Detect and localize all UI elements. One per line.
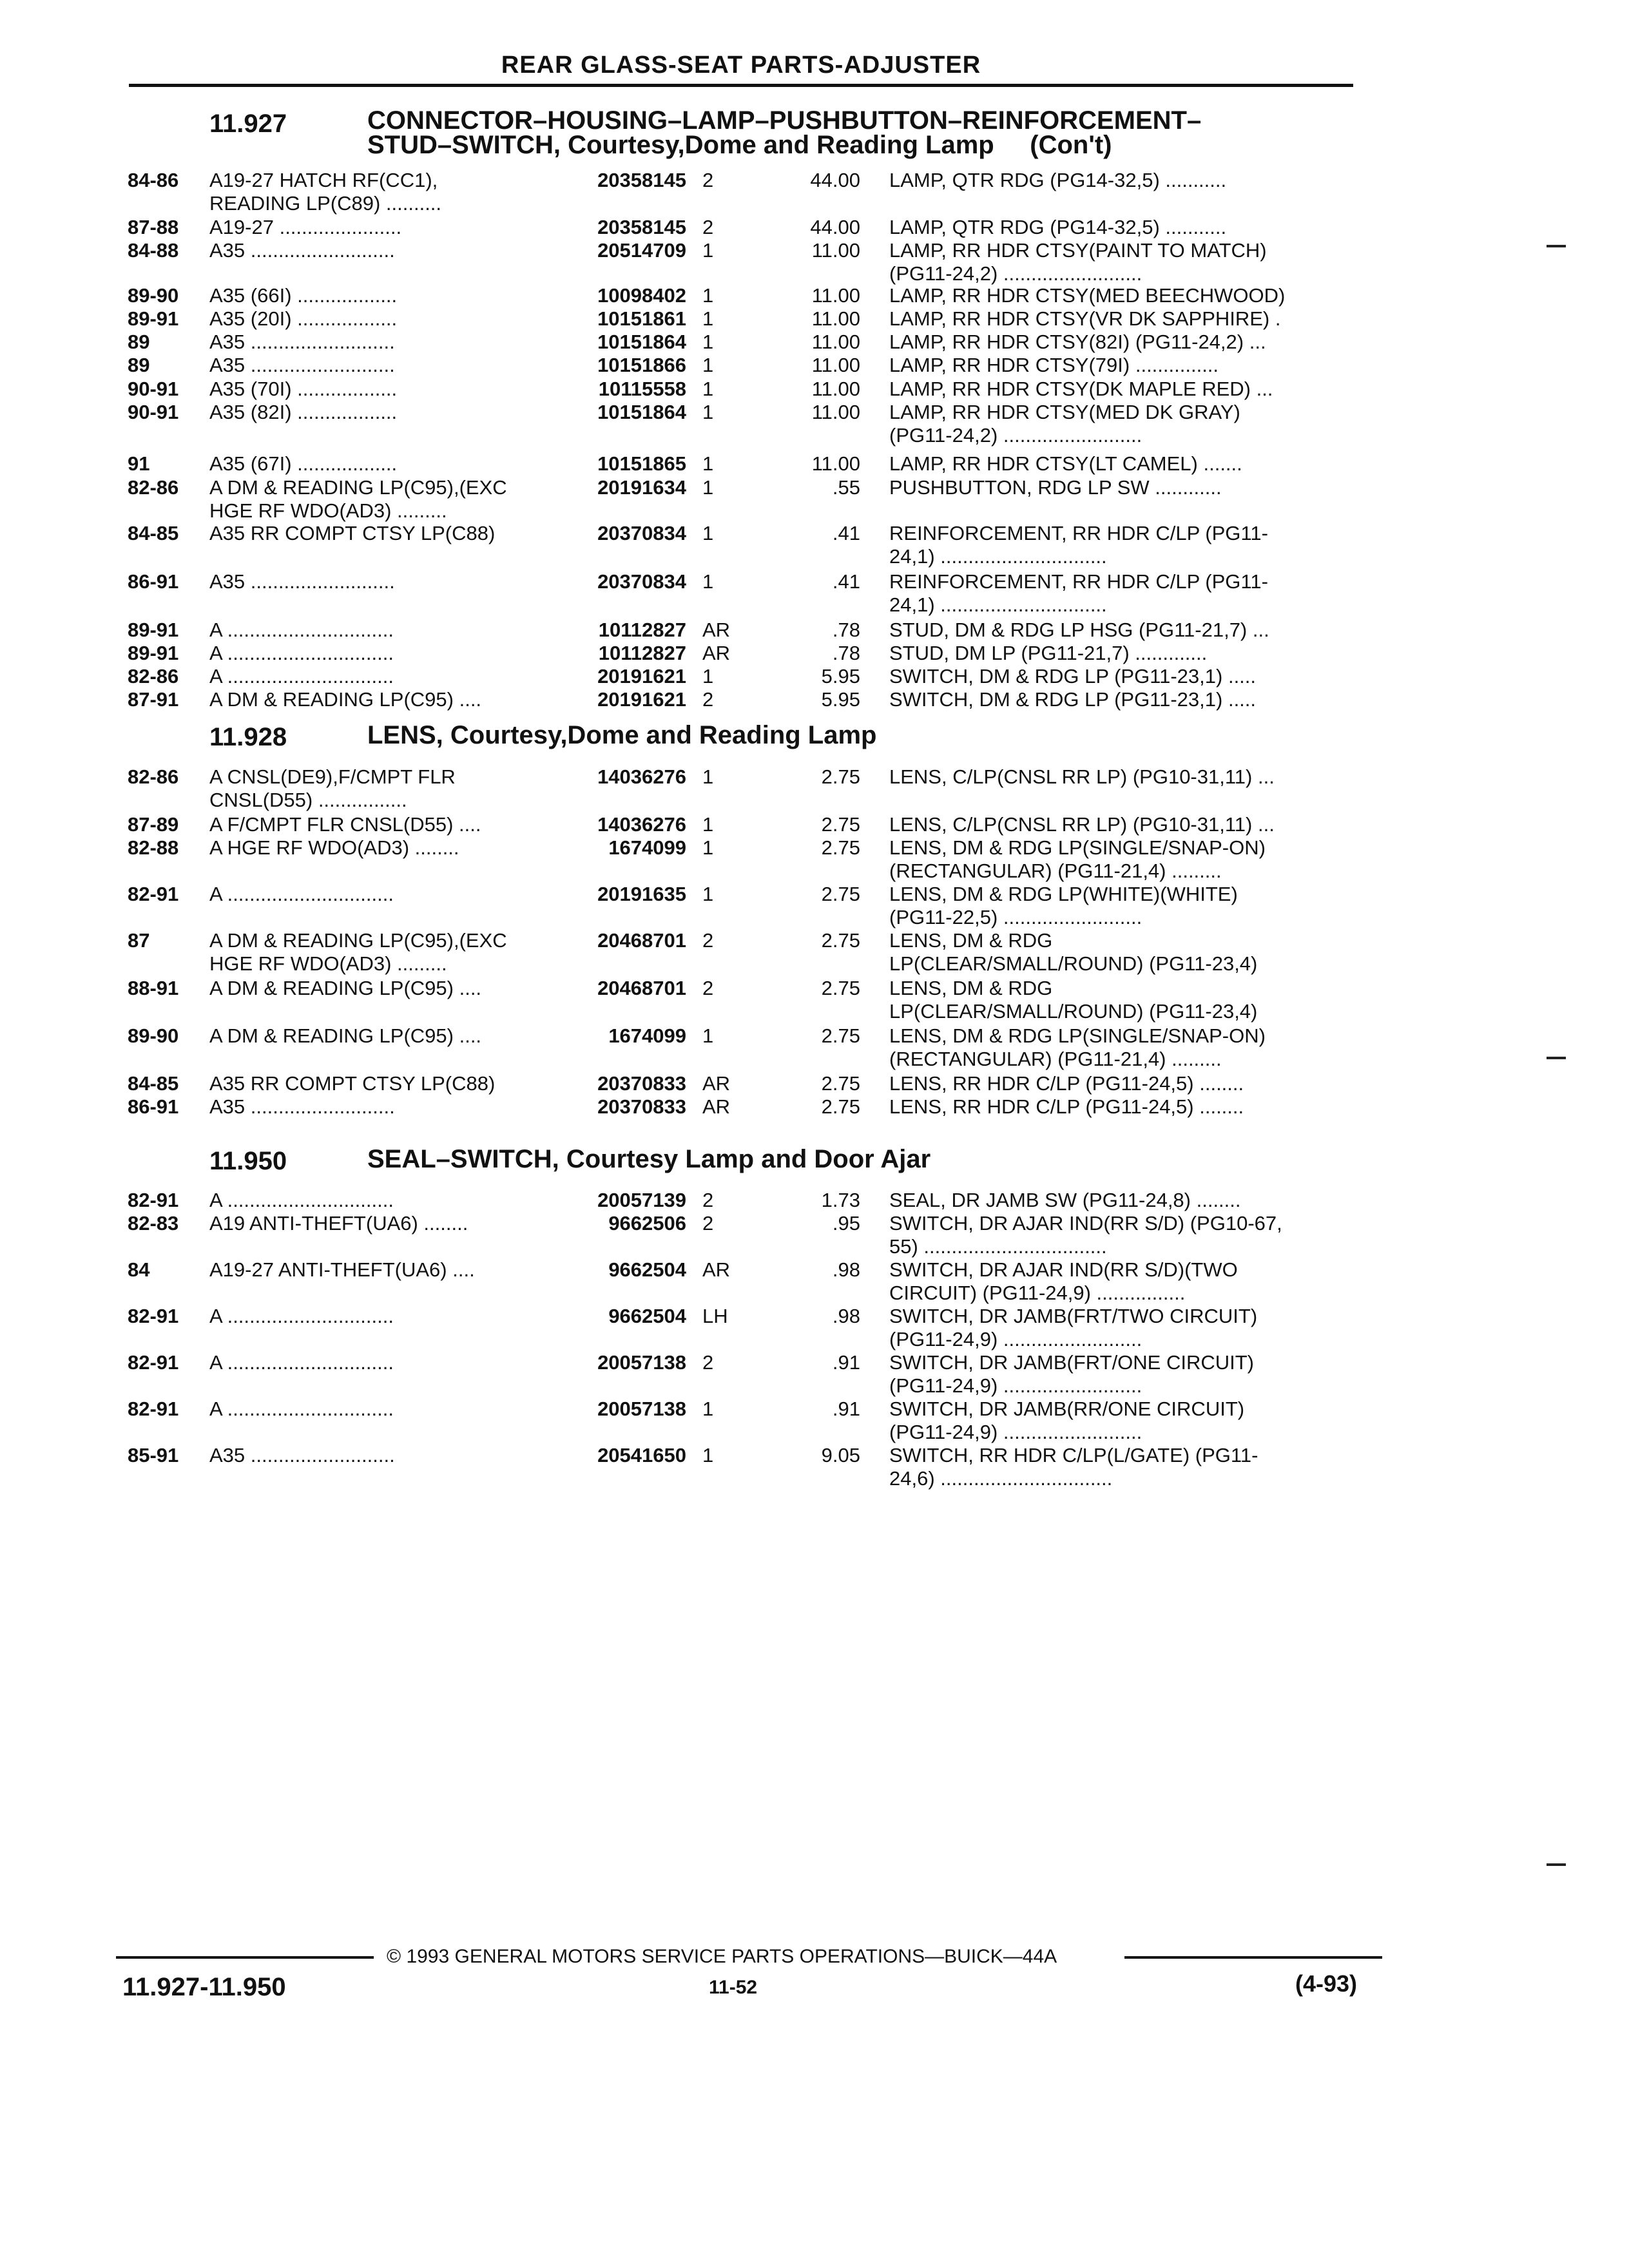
part-number: 10115558 (598, 378, 686, 400)
description: LAMP, RR HDR CTSY(LT CAMEL) ....... (889, 452, 1242, 475)
description: LAMP, RR HDR CTSY(MED DK GRAY) (PG11-24,2) ......................... (889, 401, 1240, 447)
section-title: CONNECTOR–HOUSING–LAMP–PUSHBUTTON–REINFORCEMENT– STUD–SWITCH, Courtesy,Dome and Reading Lamp (Con't) (367, 106, 1202, 159)
quantity: 2 (702, 1212, 714, 1235)
quantity: AR (702, 1095, 731, 1118)
model-years: 89-91 (128, 619, 179, 641)
model-years: 86-91 (128, 570, 179, 593)
description: SWITCH, DR JAMB(FRT/ONE CIRCUIT) (PG11-24,9) ......................... (889, 1351, 1255, 1397)
part-number: 1674099 (608, 836, 686, 859)
section-title: SEAL–SWITCH, Courtesy Lamp and Door Ajar (367, 1145, 931, 1173)
part-number: 10151864 (597, 331, 686, 353)
price: 11.00 (811, 307, 860, 330)
quantity: 2 (702, 216, 714, 238)
application: A35 .......................... (209, 239, 395, 262)
price: 2.75 (821, 1072, 860, 1095)
application: A35 RR COMPT CTSY LP(C88) (209, 1072, 496, 1095)
price: .78 (832, 619, 860, 641)
application: A35 .......................... (209, 354, 395, 376)
quantity: 2 (702, 688, 714, 711)
part-number: 20358145 (597, 216, 686, 238)
application: A .............................. (209, 1189, 394, 1211)
application: A35 .......................... (209, 1444, 395, 1466)
price: 5.95 (821, 688, 860, 711)
description: LENS, DM & RDG LP(SINGLE/SNAP-ON) (RECTANGULAR) (PG11-21,4) ......... (889, 1024, 1266, 1070)
page-header: REAR GLASS-SEAT PARTS-ADJUSTER (501, 52, 981, 79)
part-number: 10151866 (597, 354, 686, 376)
model-years: 89-90 (128, 284, 179, 307)
part-number: 20191621 (597, 665, 686, 687)
part-number: 10112827 (598, 619, 686, 641)
price: 44.00 (810, 216, 860, 238)
part-number: 10098402 (597, 284, 686, 307)
price: .41 (832, 570, 860, 593)
application: A35 .......................... (209, 570, 395, 593)
part-number: 20370834 (597, 570, 686, 593)
price: .78 (832, 642, 860, 664)
part-number: 1674099 (608, 1024, 686, 1047)
part-number: 20468701 (597, 929, 686, 952)
part-number: 14036276 (597, 813, 686, 836)
application: A19-27 HATCH RF(CC1), READING LP(C89) .......... (209, 169, 442, 215)
model-years: 90-91 (128, 378, 179, 400)
quantity: 1 (702, 307, 714, 330)
description: STUD, DM & RDG LP HSG (PG11-21,7) ... (889, 619, 1269, 641)
description: REINFORCEMENT, RR HDR C/LP (PG11- 24,1) .............................. (889, 522, 1268, 568)
application: A .............................. (209, 1351, 394, 1374)
quantity: 2 (702, 1189, 714, 1211)
footer-copyright: © 1993 GENERAL MOTORS SERVICE PARTS OPERATIONS—BUICK—44A (387, 1946, 1057, 1967)
price: 11.00 (811, 284, 860, 307)
section-number: 11.950 (209, 1147, 287, 1175)
model-years: 82-86 (128, 765, 179, 788)
quantity: 1 (702, 284, 714, 307)
quantity: 2 (702, 1351, 714, 1374)
quantity: LH (702, 1305, 728, 1327)
part-number: 20191634 (597, 476, 686, 499)
price: 2.75 (821, 883, 860, 905)
model-years: 82-91 (128, 883, 179, 905)
application: A DM & READING LP(C95),(EXC HGE RF WDO(AD3) ......... (209, 476, 507, 522)
description: LENS, C/LP(CNSL RR LP) (PG10-31,11) ... (889, 813, 1275, 836)
model-years: 87-88 (128, 216, 179, 238)
quantity: 2 (702, 169, 714, 191)
price: .41 (832, 522, 860, 544)
description: LENS, RR HDR C/LP (PG11-24,5) ........ (889, 1072, 1244, 1095)
application: A19-27 ...................... (209, 216, 402, 238)
edge-mark (1547, 245, 1566, 247)
description: SWITCH, DR AJAR IND(RR S/D)(TWO CIRCUIT) (PG11-24,9) ................ (889, 1258, 1238, 1304)
footer-page-number: 11-52 (709, 1977, 758, 1998)
price: 11.00 (811, 239, 860, 262)
part-number: 20057138 (597, 1398, 686, 1420)
description: LENS, DM & RDG LP(CLEAR/SMALL/ROUND) (PG11-23,4) (889, 977, 1258, 1023)
model-years: 82-86 (128, 476, 179, 499)
quantity: 2 (702, 977, 714, 999)
part-number: 10151864 (597, 401, 686, 423)
quantity: 1 (702, 1398, 714, 1420)
price: 11.00 (811, 401, 860, 423)
description: LENS, C/LP(CNSL RR LP) (PG10-31,11) ... (889, 765, 1275, 788)
header-rule (129, 84, 1353, 87)
description: SWITCH, DM & RDG LP (PG11-23,1) ..... (889, 688, 1257, 711)
edge-mark (1547, 1057, 1566, 1059)
application: A35 (67I) .................. (209, 452, 398, 475)
description: LENS, DM & RDG LP(CLEAR/SMALL/ROUND) (PG11-23,4) (889, 929, 1258, 975)
footer-rule-left (116, 1956, 374, 1959)
model-years: 89 (128, 354, 150, 376)
description: STUD, DM LP (PG11-21,7) ............. (889, 642, 1208, 664)
model-years: 84-85 (128, 522, 179, 544)
price: .91 (832, 1398, 860, 1420)
quantity: 1 (702, 452, 714, 475)
quantity: 1 (702, 1444, 714, 1466)
part-number: 20358145 (597, 169, 686, 191)
section-title: LENS, Courtesy,Dome and Reading Lamp (367, 721, 877, 749)
model-years: 89-91 (128, 642, 179, 664)
quantity: 1 (702, 401, 714, 423)
application: A .............................. (209, 619, 394, 641)
model-years: 82-86 (128, 665, 179, 687)
model-years: 82-83 (128, 1212, 179, 1235)
price: 2.75 (821, 1095, 860, 1118)
price: 11.00 (811, 331, 860, 353)
part-number: 20191635 (597, 883, 686, 905)
price: 11.00 (811, 378, 860, 400)
price: 5.95 (821, 665, 860, 687)
model-years: 87 (128, 929, 150, 952)
model-years: 84 (128, 1258, 150, 1281)
model-years: 84-86 (128, 169, 179, 191)
model-years: 82-91 (128, 1351, 179, 1374)
edge-mark (1547, 1863, 1566, 1866)
quantity: 2 (702, 929, 714, 952)
part-number: 20468701 (597, 977, 686, 999)
description: SWITCH, DM & RDG LP (PG11-23,1) ..... (889, 665, 1257, 687)
part-number: 20514709 (597, 239, 686, 262)
price: 11.00 (811, 354, 860, 376)
price: .98 (832, 1258, 860, 1281)
footer-date-code: (4-93) (1295, 1970, 1358, 1997)
price: 2.75 (821, 813, 860, 836)
section-number: 11.928 (209, 723, 287, 751)
quantity: 1 (702, 1024, 714, 1047)
description: LENS, RR HDR C/LP (PG11-24,5) ........ (889, 1095, 1244, 1118)
model-years: 89 (128, 331, 150, 353)
application: A CNSL(DE9),F/CMPT FLR CNSL(D55) ................ (209, 765, 456, 811)
price: .98 (832, 1305, 860, 1327)
model-years: 86-91 (128, 1095, 179, 1118)
description: LAMP, RR HDR CTSY(82I) (PG11-24,2) ... (889, 331, 1266, 353)
description: LAMP, RR HDR CTSY(79I) ............... (889, 354, 1219, 376)
quantity: 1 (702, 239, 714, 262)
application: A .............................. (209, 665, 394, 687)
application: A DM & READING LP(C95),(EXC HGE RF WDO(AD3) ......... (209, 929, 507, 975)
quantity: 1 (702, 522, 714, 544)
part-number: 9662506 (608, 1212, 686, 1235)
price: 2.75 (821, 765, 860, 788)
quantity: AR (702, 1258, 731, 1281)
model-years: 85-91 (128, 1444, 179, 1466)
part-number: 20370834 (597, 522, 686, 544)
application: A19-27 ANTI-THEFT(UA6) .... (209, 1258, 475, 1281)
model-years: 90-91 (128, 401, 179, 423)
quantity: 1 (702, 836, 714, 859)
price: .95 (832, 1212, 860, 1235)
price: 1.73 (821, 1189, 860, 1211)
section-number: 11.927 (209, 110, 287, 138)
price: 2.75 (821, 1024, 860, 1047)
application: A35 (20I) .................. (209, 307, 398, 330)
model-years: 91 (128, 452, 150, 475)
application: A .............................. (209, 1398, 394, 1420)
model-years: 82-91 (128, 1398, 179, 1420)
price: 2.75 (821, 977, 860, 999)
part-number: 9662504 (608, 1305, 686, 1327)
application: A HGE RF WDO(AD3) ........ (209, 836, 459, 859)
application: A .............................. (209, 642, 394, 664)
application: A35 (82I) .................. (209, 401, 398, 423)
price: 9.05 (821, 1444, 860, 1466)
application: A F/CMPT FLR CNSL(D55) .... (209, 813, 481, 836)
quantity: 1 (702, 883, 714, 905)
model-years: 88-91 (128, 977, 179, 999)
quantity: 1 (702, 476, 714, 499)
part-number: 9662504 (608, 1258, 686, 1281)
footer-rule-right (1124, 1956, 1382, 1959)
application: A35 RR COMPT CTSY LP(C88) (209, 522, 496, 544)
model-years: 82-91 (128, 1305, 179, 1327)
part-number: 20191621 (597, 688, 686, 711)
description: LENS, DM & RDG LP(WHITE)(WHITE) (PG11-22,5) ......................... (889, 883, 1238, 928)
price: .91 (832, 1351, 860, 1374)
price: 2.75 (821, 929, 860, 952)
application: A .............................. (209, 1305, 394, 1327)
part-number: 20370833 (597, 1095, 686, 1118)
price: 2.75 (821, 836, 860, 859)
quantity: AR (702, 619, 731, 641)
part-number: 10112827 (598, 642, 686, 664)
application: A35 (66I) .................. (209, 284, 398, 307)
description: PUSHBUTTON, RDG LP SW ............ (889, 476, 1222, 499)
quantity: 1 (702, 813, 714, 836)
model-years: 82-91 (128, 1189, 179, 1211)
description: SWITCH, DR JAMB(RR/ONE CIRCUIT) (PG11-24,9) ......................... (889, 1398, 1245, 1443)
application: A35 (70I) .................. (209, 378, 398, 400)
application: A DM & READING LP(C95) .... (209, 1024, 482, 1047)
part-number: 14036276 (597, 765, 686, 788)
description: SWITCH, RR HDR C/LP(L/GATE) (PG11- 24,6) ............................... (889, 1444, 1258, 1490)
application: A19 ANTI-THEFT(UA6) ........ (209, 1212, 468, 1235)
model-years: 84-88 (128, 239, 179, 262)
description: LAMP, RR HDR CTSY(VR DK SAPPHIRE) . (889, 307, 1281, 330)
footer-section-range: 11.927-11.950 (122, 1973, 286, 2001)
description: LAMP, RR HDR CTSY(MED BEECHWOOD) (889, 284, 1286, 307)
model-years: 84-85 (128, 1072, 179, 1095)
quantity: 1 (702, 765, 714, 788)
model-years: 87-89 (128, 813, 179, 836)
price: .55 (832, 476, 860, 499)
application: A35 .......................... (209, 1095, 395, 1118)
price: 44.00 (810, 169, 860, 191)
price: 11.00 (811, 452, 860, 475)
part-number: 20370833 (597, 1072, 686, 1095)
model-years: 89-91 (128, 307, 179, 330)
description: REINFORCEMENT, RR HDR C/LP (PG11- 24,1) .............................. (889, 570, 1268, 616)
part-number: 10151865 (597, 452, 686, 475)
description: LAMP, QTR RDG (PG14-32,5) ........... (889, 169, 1227, 191)
description: SWITCH, DR JAMB(FRT/TWO CIRCUIT) (PG11-24,9) ......................... (889, 1305, 1258, 1350)
quantity: AR (702, 642, 731, 664)
part-number: 10151861 (597, 307, 686, 330)
description: LAMP, RR HDR CTSY(DK MAPLE RED) ... (889, 378, 1273, 400)
description: LAMP, RR HDR CTSY(PAINT TO MATCH) (PG11-24,2) ......................... (889, 239, 1267, 285)
part-number: 20541650 (597, 1444, 686, 1466)
quantity: AR (702, 1072, 731, 1095)
quantity: 1 (702, 665, 714, 687)
model-years: 82-88 (128, 836, 179, 859)
quantity: 1 (702, 331, 714, 353)
quantity: 1 (702, 378, 714, 400)
part-number: 20057139 (597, 1189, 686, 1211)
application: A35 .......................... (209, 331, 395, 353)
description: SWITCH, DR AJAR IND(RR S/D) (PG10-67, 55) ................................. (889, 1212, 1282, 1258)
quantity: 1 (702, 354, 714, 376)
quantity: 1 (702, 570, 714, 593)
description: LAMP, QTR RDG (PG14-32,5) ........... (889, 216, 1227, 238)
description: SEAL, DR JAMB SW (PG11-24,8) ........ (889, 1189, 1241, 1211)
application: A DM & READING LP(C95) .... (209, 688, 482, 711)
description: LENS, DM & RDG LP(SINGLE/SNAP-ON) (RECTANGULAR) (PG11-21,4) ......... (889, 836, 1266, 882)
application: A DM & READING LP(C95) .... (209, 977, 482, 999)
application: A .............................. (209, 883, 394, 905)
model-years: 89-90 (128, 1024, 179, 1047)
model-years: 87-91 (128, 688, 179, 711)
part-number: 20057138 (597, 1351, 686, 1374)
